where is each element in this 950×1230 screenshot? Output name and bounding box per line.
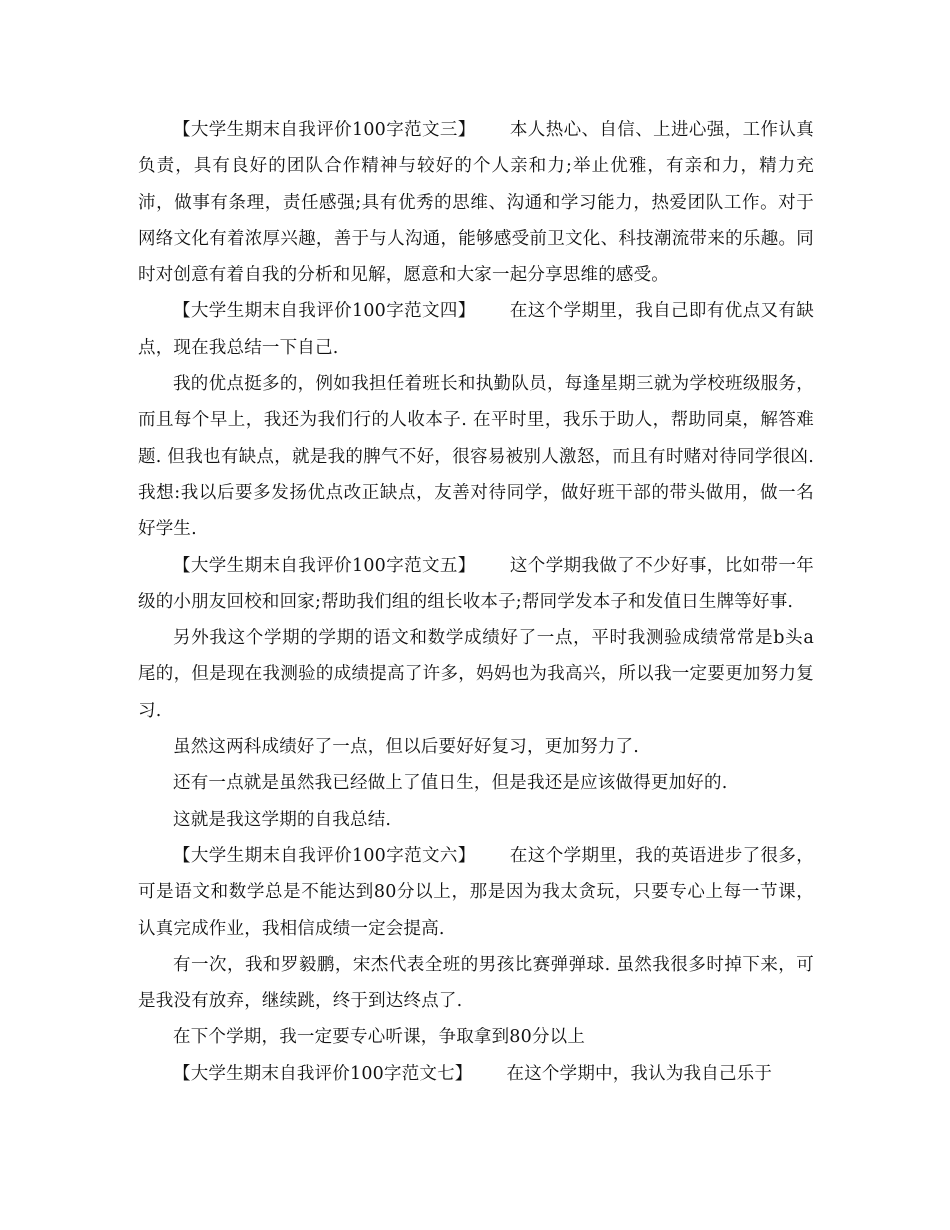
paragraph xyxy=(138,947,814,1020)
paragraph xyxy=(138,765,814,801)
paragraph-text: 这个学期我做了不少好事，比如带一年级的小朋友回校和回家;帮助我们组的组长收本子;帮同学发本子和发值日生牌等好事. xyxy=(138,555,814,612)
paragraph-sample-5 xyxy=(138,548,814,621)
paragraph xyxy=(138,366,814,547)
paragraph-sample-3 xyxy=(138,112,814,293)
paragraph-text: 本人热心、自信、上进心强，工作认真负责，具有良好的团队合作精神与较好的个人亲和力;举止优雅，有亲和力，精力充沛，做事有条理，责任感强;具有优秀的思维、沟通和学习能力，热爱团队工作。对于网络文化有着浓厚兴趣，善于与人沟通，能够感受前卫文化、科技潮流带来的乐趣。同时对创意有着自我的分析和见解，愿意和大家一起分享思维的感受。 xyxy=(138,120,814,286)
paragraph-text: 在这个学期中，我认为我自己乐于 xyxy=(506,1063,773,1084)
paragraph-text: 这就是我这学期的自我总结. xyxy=(173,809,392,830)
paragraph-sample-6 xyxy=(138,838,814,947)
paragraph-sample-4 xyxy=(138,293,814,366)
paragraph-text: 在这个学期里，我的英语进步了很多，可是语文和数学总是不能达到80分以上，那是因为我太贪玩，只要专心上每一节课，认真完成作业，我相信成绩一定会提高. xyxy=(138,845,814,939)
sample-heading: 【大学生期末自我评价100字范文七】 xyxy=(173,1063,473,1084)
paragraph-text: 有一次，我和罗毅鹏，宋杰代表全班的男孩比赛弹弹球. 虽然我很多时掉下来，可是我没有放弃，继续跳，终于到达终点了. xyxy=(138,954,814,1012)
paragraph-sample-7 xyxy=(138,1056,814,1092)
paragraph-text: 在这个学期里，我自己即有优点又有缺点，现在我总结一下自己. xyxy=(138,301,814,358)
sample-heading: 【大学生期末自我评价100字范文四】 xyxy=(173,301,476,322)
paragraph-text: 我的优点挺多的，例如我担任着班长和执勤队员，每逢星期三就为学校班级服务，而且每个早上，我还为我们行的人收本子. 在平时里，我乐于助人，帮助同桌，解答难题. 但我也有缺点，就是我的脾气不好，很容易被别人激怒，而且有时赌对待同学很凶. 我想:我以后要多发扬优点改正缺点，友善对待同学，做好班干部的带头做用，做一名好学生. xyxy=(138,374,814,540)
paragraph xyxy=(138,802,814,838)
paragraph xyxy=(138,729,814,765)
paragraph-text: 在下个学期，我一定要专心听课，争取拿到80分以上 xyxy=(173,1027,586,1048)
paragraph-text: 还有一点就是虽然我已经做上了值日生，但是我还是应该做得更加好的. xyxy=(173,773,728,794)
paragraph-text: 另外我这个学期的学期的语文和数学成绩好了一点，平时我测验成绩常常是b头a尾的，但是现在我测验的成绩提高了许多，妈妈也为我高兴，所以我一定要更加努力复习. xyxy=(138,628,814,721)
paragraph xyxy=(138,620,814,729)
paragraph-text: 虽然这两科成绩好了一点，但以后要好好复习，更加努力了. xyxy=(173,737,639,758)
paragraph xyxy=(138,1019,814,1055)
sample-heading: 【大学生期末自我评价100字范文五】 xyxy=(173,555,476,576)
sample-heading: 【大学生期末自我评价100字范文三】 xyxy=(173,120,476,140)
sample-heading: 【大学生期末自我评价100字范文六】 xyxy=(173,845,476,866)
document-body xyxy=(138,112,814,1092)
